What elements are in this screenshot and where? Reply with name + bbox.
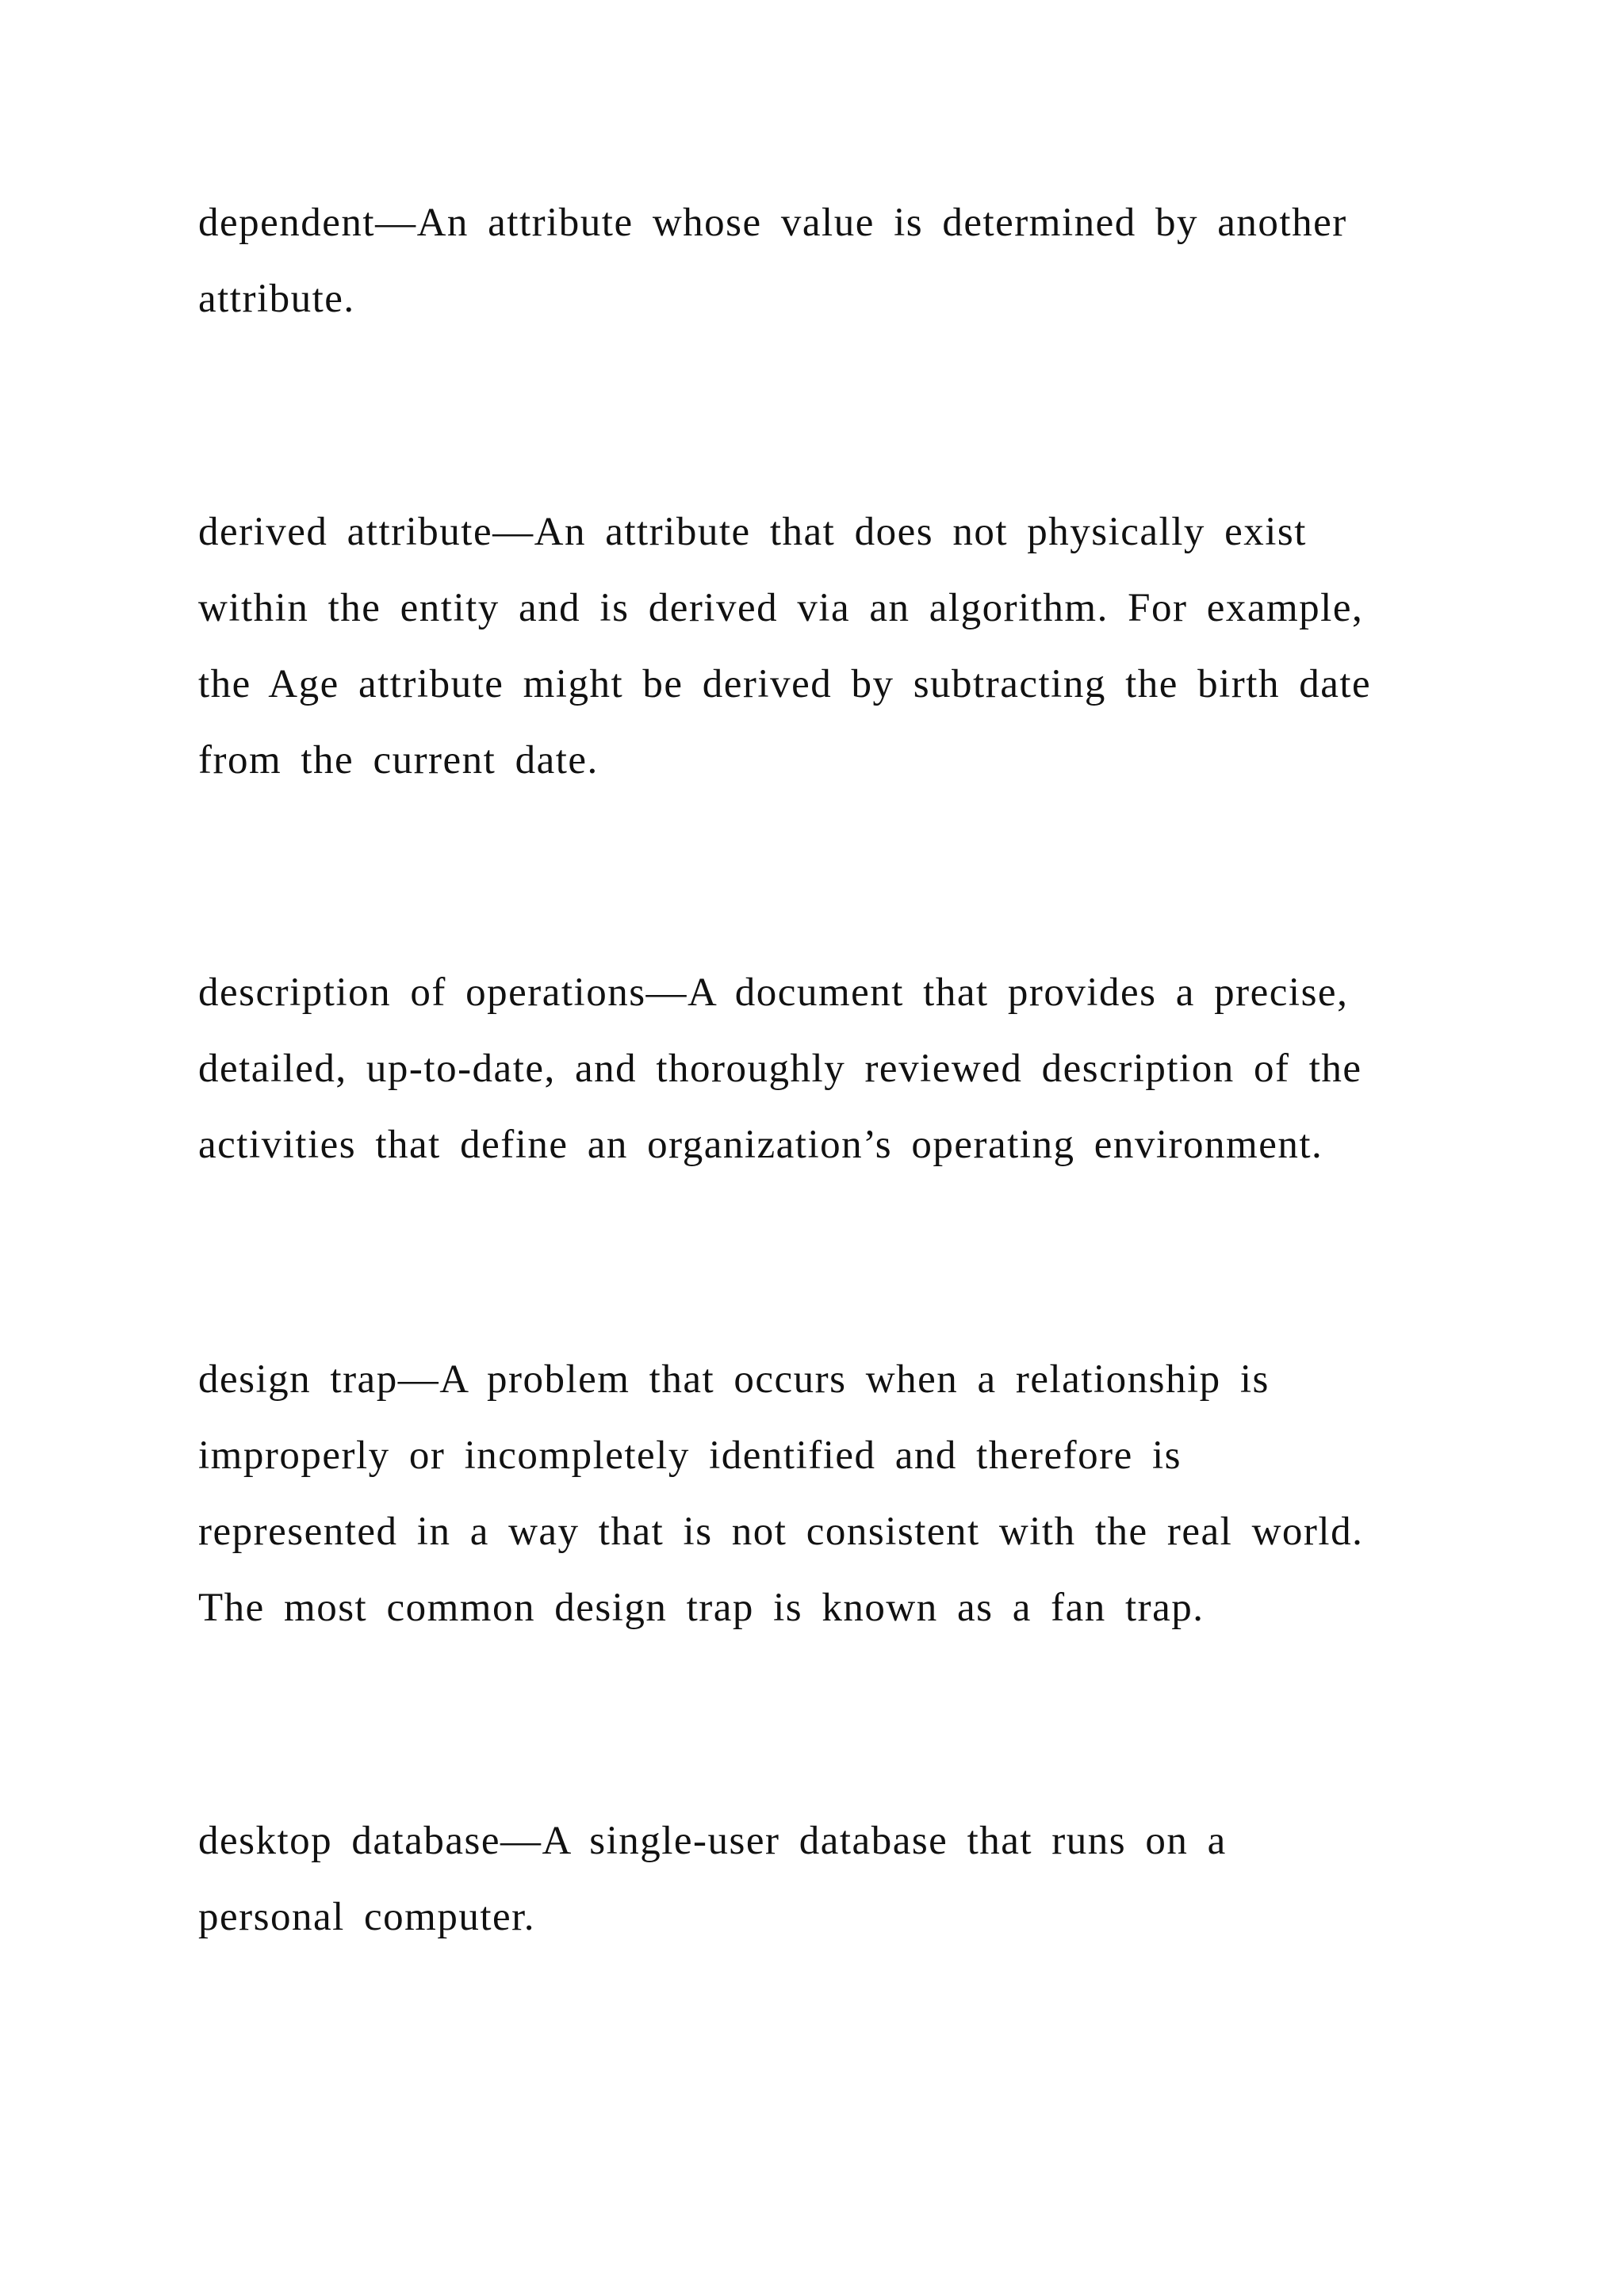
entry-line: activities that define an organization’s operating environment.: [198, 1123, 1323, 1167]
glossary-entry-description-of-operations: [198, 955, 1435, 1183]
entry-line: represented in a way that is not consistent with the real world.: [198, 1510, 1364, 1554]
entry-line: dependent—An attribute whose value is determined by another: [198, 201, 1347, 245]
entry-line: from the current date.: [198, 738, 599, 783]
glossary-entry-design-trap: [198, 1341, 1435, 1646]
entry-line: within the entity and is derived via an algorithm. For example,: [198, 586, 1364, 630]
entry-line: The most common design trap is known as a fan trap.: [198, 1586, 1205, 1630]
entry-line: attribute.: [198, 277, 355, 321]
entry-line: improperly or incompletely identified and therefore is: [198, 1433, 1182, 1478]
entry-line: desktop database—A single-user database that runs on a: [198, 1819, 1227, 1863]
entry-line: detailed, up-to-date, and thoroughly reviewed description of the: [198, 1047, 1362, 1091]
glossary-entry-desktop-database: [198, 1803, 1435, 1955]
glossary-entry-dependent: [198, 185, 1435, 337]
entry-line: personal computer.: [198, 1895, 536, 1939]
entry-line: design trap—A problem that occurs when a relationship is: [198, 1357, 1270, 1402]
entry-line: the Age attribute might be derived by subtracting the birth date: [198, 662, 1372, 706]
entry-line: derived attribute—An attribute that does not physically exist: [198, 510, 1307, 554]
entry-line: description of operations—A document that provides a precise,: [198, 970, 1349, 1015]
glossary-entry-derived-attribute: [198, 494, 1435, 798]
